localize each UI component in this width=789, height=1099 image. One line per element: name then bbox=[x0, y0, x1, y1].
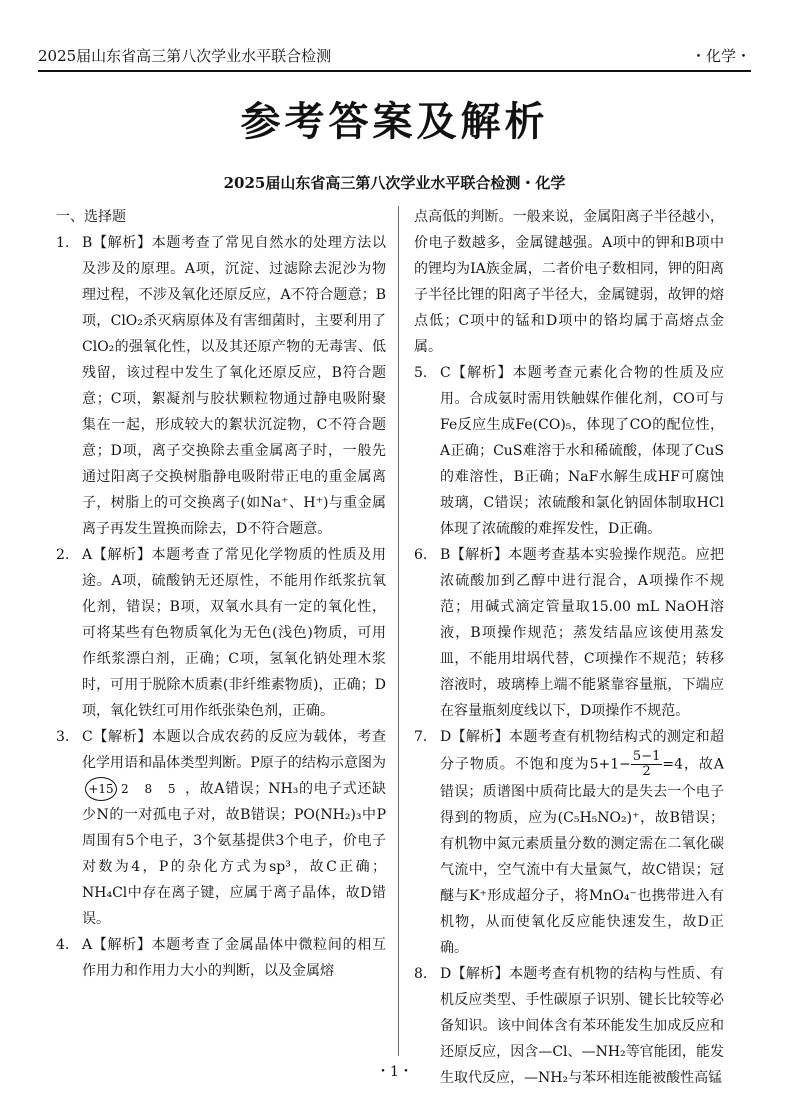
page-header bbox=[38, 36, 751, 72]
item-number: 3. bbox=[56, 729, 70, 745]
item-number: 5. bbox=[414, 365, 428, 381]
fraction bbox=[631, 750, 662, 779]
answer-item-6 bbox=[414, 542, 724, 724]
item-number: 6. bbox=[414, 547, 428, 563]
answer-item-2 bbox=[56, 542, 386, 724]
item-text: A【解析】本题考查了常见化学物质的性质及用途。A项，硫酸钠无还原性，不能用作纸浆抗氧化剂，错误；B项，双氧水具有一定的氧化性，可将某些有色物质氧化为无色(浅色)物质，可用作纸浆漂白剂，正确；C项，氢氧化钠处理木浆时，可用于脱除木质素(非纤维素物质)，正确；D项，氧化铁红可用作纸张染色剂，正确。 bbox=[82, 547, 386, 719]
item-text: D【解析】本题考查有机物的结构与性质、有机反应类型、手性碳原子识别、键长比较等必备知识。该中间体含有苯环能发生加成反应和还原反应，因含—Cl、—NH₂等官能团，能发生取代反应，—NH₂与苯环相连能被酸性高锰 bbox=[440, 966, 724, 1086]
page-subtitle: 2025届山东省高三第八次学业水平联合检测・化学 bbox=[223, 174, 566, 192]
page-title: 参考答案及解析 bbox=[240, 99, 549, 145]
answer-item-5 bbox=[414, 360, 724, 542]
item-number: 2. bbox=[56, 547, 70, 563]
item-text: B【解析】本题考查了常见自然水的处理方法以及涉及的原理。A项，沉淀、过滤除去泥沙为物理过程，不涉及氧化还原反应，A不符合题意；B项，ClO₂杀灭病原体及有害细菌时，主要利用了ClO₂的强氧化性，以及其还原产物的无毒害、低残留，该过程中发生了氧化还原反应，B符合题意；C项，絮凝剂与胶状颗粒物通过静电吸附聚集在一起，形成较大的絮状沉淀物，C不符合题意；D项，离子交换除去重金属离子时，一般先通过阳离子交换树脂静电吸附带正电的重金属离子，树脂上的可交换离子(如Na⁺、H⁺)与重金属离子再发生置换而除去，D不符合题意。 bbox=[82, 235, 386, 537]
item-text-cont: ，故A错误；NH₃的电子式还缺少N的一对孤电子对，故B错误；PO(NH₂)₃中P周围有5个电子，3个氨基提供3个电子，价电子对数为4，P的杂化方式为sp³，故C正确；NH₄Cl中存在离子键，应属于离子晶体，故D错误。 bbox=[82, 781, 386, 927]
answer-item-7 bbox=[414, 724, 724, 961]
item-text: A【解析】本题考查了金属晶体中微粒间的相互作用力和作用力大小的判断，以及金属熔 bbox=[82, 937, 386, 979]
right-column bbox=[414, 204, 724, 1091]
answer-item-4 bbox=[56, 932, 386, 984]
fraction-numerator: 5−1 bbox=[632, 749, 661, 764]
answer-item-3 bbox=[56, 724, 386, 932]
header-exam-title: 2025届山东省高三第八次学业水平联合检测 bbox=[38, 47, 332, 65]
column-divider bbox=[398, 206, 399, 1056]
electron-shells: 2 8 5 bbox=[121, 782, 182, 796]
item-text: C【解析】本题考查元素化合物的性质及应用。合成氨时需用铁触媒作催化剂，CO可与Fe反应生成Fe(CO)₅，体现了CO的配位性，A正确；CuS难溶于水和稀硫酸，体现了CuS的难溶性，B正确；NaF水解生成HF可腐蚀玻璃，C错误；浓硫酸和氯化钠固体制取HCl体现了浓硫酸的难挥发性，D正确。 bbox=[440, 365, 724, 537]
atom-nucleus: +15 bbox=[85, 777, 117, 801]
item-text-cont: =4，故A错误；质谱图中质荷比最大的是失去一个电子得到的物质，应为(C₅H₅NO₂)⁺，故B错误；有机物中氮元素质量分数的测定需在二氧化碳气流中，空气流中有大量氮气，故C错误；冠醚与K⁺形成超分子，将MnO₄⁻也携带进入有机物，从而使氧化反应能快速发生，故D正确。 bbox=[440, 756, 724, 956]
left-column bbox=[56, 204, 386, 984]
answer-item-4-continued: 点高低的判断。一般来说，金属阳离子半径越小，价电子数越多，金属键越强。A项中的钾和B项中的锂均为ⅠA族金属，二者价电子数相同，钾的阳离子半径比锂的阳离子半径大，金属键弱，故钾的熔点低；C项中的锰和D项中的铬均属于高熔点金属。 bbox=[414, 209, 724, 355]
phosphorus-atom-diagram bbox=[85, 776, 182, 802]
item-number: 7. bbox=[414, 729, 428, 745]
answer-item-1 bbox=[56, 230, 386, 542]
item-number: 1. bbox=[56, 235, 70, 251]
section-heading: 一、选择题 bbox=[56, 209, 126, 225]
item-text: C【解析】本题以合成农药的反应为载体，考查化学用语和晶体类型判断。P原子的结构示意图为 bbox=[82, 729, 386, 771]
fraction-denominator: 2 bbox=[642, 764, 651, 779]
item-text: D【解析】本题考查有机物结构式的测定和超分子物质。不饱和度为5+1− bbox=[440, 729, 724, 773]
page-number: ・1・ bbox=[376, 1064, 413, 1080]
item-number: 4. bbox=[56, 937, 70, 953]
item-number: 8. bbox=[414, 966, 428, 982]
header-subject: ・化学・ bbox=[690, 47, 751, 65]
item-text: B【解析】本题考查基本实验操作规范。应把浓硫酸加到乙醇中进行混合，A项操作不规范；用碱式滴定管量取15.00 mL NaOH溶液，B项操作规范；蒸发结晶应该使用蒸发皿，不能用坩埚代替，C项操作不规范；转移溶液时，玻璃棒上端不能紧靠容量瓶，下端应在容量瓶刻度线以下，D项操作不规范。 bbox=[440, 547, 724, 719]
